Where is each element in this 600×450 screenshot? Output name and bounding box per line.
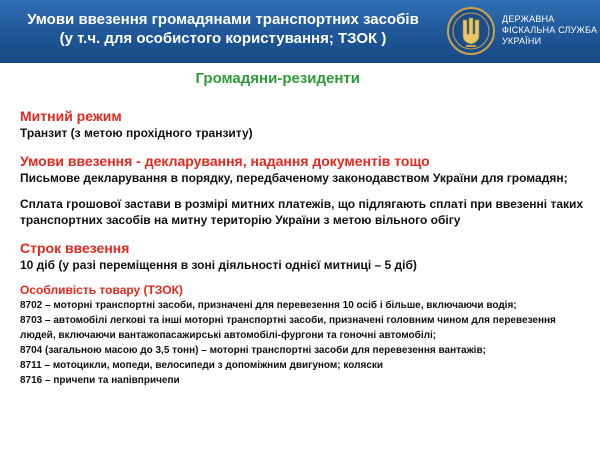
regime-heading: Митний режим [20, 108, 122, 124]
goods-item-8704: 8704 (загальною масою до 3,5 тонн) – моторні транспортні засоби для перевезення вантажів; [20, 345, 486, 356]
goods-item-8702: 8702 – моторні транспортні засоби, призначені для перевезення 10 осіб і більше, включаючи водія; [20, 300, 517, 311]
agency-line1: ДЕРЖАВНА [502, 14, 555, 24]
goods-item-8711: 8711 – мотоцикли, мопеди, велосипеди з допоміжним двигуном; коляски [20, 360, 384, 371]
regime-text: Транзит (з метою прохідного транзиту) [20, 126, 253, 140]
conditions-text-declaration: Письмове декларування в порядку, передбаченому законодавством України для громадян; [20, 171, 568, 185]
header-banner [0, 0, 600, 63]
conditions-text-deposit-line2: транспортних засобів на митну територію України з метою вільного обігу [20, 213, 461, 227]
agency-line2: ФІСКАЛЬНА СЛУЖБА [502, 25, 598, 35]
trident-emblem-icon [446, 6, 496, 56]
agency-name [502, 14, 598, 47]
term-text: 10 діб (у разі переміщення в зоні діяльності однієї митниці – 5 діб) [20, 258, 417, 272]
goods-item-8703-line1: 8703 – автомобілі легкові та інші моторні транспортні засоби, призначені головним чином для перевезення [20, 315, 556, 326]
content [20, 108, 590, 388]
goods-heading: Особливість товару (ТЗОК) [20, 283, 183, 297]
term-heading: Строк ввезення [20, 240, 130, 256]
agency-line3: УКРАЇНИ [502, 36, 542, 46]
slide-title-line1: Умови ввезення громадянами транспортних засобів [27, 11, 419, 28]
slide-title [18, 10, 428, 48]
subtitle: Громадяни-резиденти [195, 70, 360, 87]
goods-item-8703-line2: людей, включаючи вантажопасажирські автомобілі-фургони та гоночні автомобілі; [20, 330, 437, 341]
slide-title-line2: (у т.ч. для особистого користування; ТЗОК ) [59, 30, 387, 47]
goods-item-8716: 8716 – причепи та напівпричепи [20, 375, 180, 386]
conditions-heading: Умови ввезення - декларування, надання документів тощо [20, 153, 430, 169]
conditions-text-deposit-line1: Сплата грошової застави в розмірі митних платежів, що підлягають сплаті при ввезенні таких [20, 197, 584, 211]
